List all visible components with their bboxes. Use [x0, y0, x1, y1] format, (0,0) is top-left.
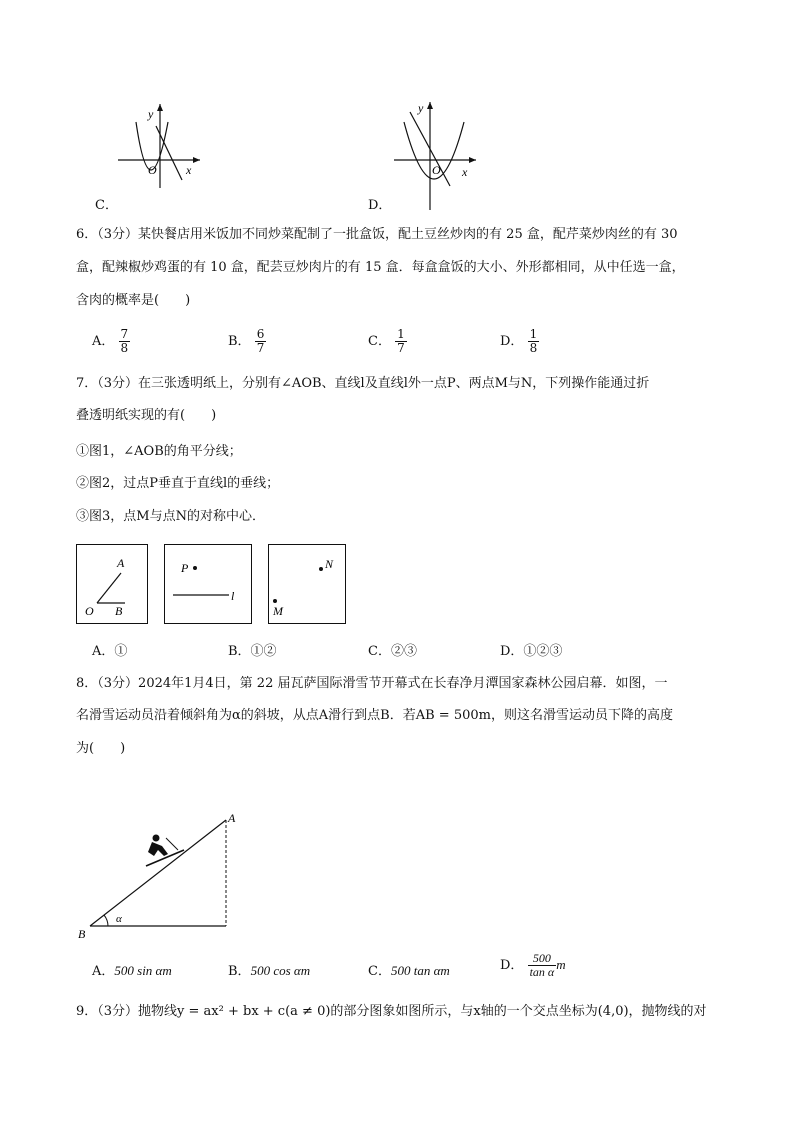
line-point-figure — [165, 545, 251, 623]
option-expression: 500 sin αm — [114, 963, 172, 978]
point-m-label: M — [273, 604, 283, 618]
question-8-line-2: 名滑雪运动员沿着倾斜角为α的斜坡，从点A滑行到点B．若AB = 500m，则这名滑雪运动员下降的高度 — [76, 708, 673, 723]
question-8-line-3: 为( ) — [76, 741, 126, 756]
figure-2-box — [164, 544, 252, 624]
option-label: C． — [368, 964, 391, 979]
x-axis-label: x — [462, 165, 468, 179]
question-7-option-b: B．①② — [228, 644, 277, 659]
question-7-line-2: 叠透明纸实现的有( ) — [76, 408, 217, 423]
figure-3-box — [268, 544, 346, 624]
option-fraction: $\frac{1}{7}$ — [397, 327, 405, 355]
option-expression: 500 tan αm — [390, 963, 450, 978]
question-7-item-2: ②图2，过点P垂直于直线l的垂线； — [76, 476, 280, 491]
parabola-graph-d — [380, 96, 500, 216]
point-n — [319, 567, 323, 571]
option-fraction: $\frac{1}{8}$ — [529, 327, 538, 355]
ski-slope-triangle — [74, 808, 254, 944]
point-a-label: A — [117, 556, 125, 570]
option-fraction: $\frac{7}{8}$ — [120, 327, 129, 355]
point-o-label: O — [85, 604, 94, 618]
option-fraction: $\frac{500}{\text{tan α}}$ — [529, 951, 555, 979]
point-n-label: N — [325, 557, 334, 571]
question-8-line-1: 8．（3分）2024年1月4日，第 22 届瓦萨国际滑雪节开幕式在长春净月潭国家森林公园启幕．如图，一 — [76, 676, 668, 691]
question-8-option-a — [92, 960, 172, 979]
y-axis-arrow — [427, 102, 433, 109]
point-a-label: A — [228, 811, 236, 825]
question-8-option-d — [500, 952, 566, 979]
question-7-line-1: 7．（3分）在三张透明纸上，分别有∠AOB、直线l及直线l外一点P、两点M与N，下列操作能通过折 — [76, 376, 650, 391]
option-label: D． — [500, 334, 524, 349]
slope-figure — [74, 808, 254, 948]
y-axis-label: y — [148, 107, 154, 121]
ray-oa — [97, 573, 121, 603]
question-6-option-d — [500, 328, 539, 355]
option-label: C． — [368, 334, 391, 349]
angle-arc — [104, 915, 108, 926]
origin-label: O — [148, 163, 157, 177]
option-label: D． — [500, 958, 524, 973]
line-l-label: l — [231, 589, 235, 603]
x-axis-arrow — [469, 157, 476, 163]
option-c-label: C． — [95, 198, 118, 213]
option-d-label: D． — [368, 198, 392, 213]
angle-alpha-label: α — [116, 913, 122, 925]
option-label: A． — [92, 964, 115, 979]
question-6-option-a — [92, 328, 130, 355]
option-label: B． — [228, 964, 251, 979]
point-m — [273, 599, 277, 603]
option-unit: m — [556, 957, 566, 972]
question-7-option-a: A．① — [92, 644, 128, 659]
y-axis-arrow — [157, 104, 163, 111]
option-fraction: $\frac{6}{7}$ — [256, 327, 265, 355]
skier-icon — [146, 835, 184, 867]
question-8-option-c — [368, 960, 450, 979]
question-9-line-1: 9．（3分）抛物线y = ax² + bx + c(a ≠ 0)的部分图象如图所示，与x轴的一个交点坐标为(4,0)，抛物线的对 — [76, 1004, 707, 1019]
figure-1-box — [76, 544, 148, 624]
option-expression: 500 cos αm — [250, 963, 311, 978]
two-points-figure — [269, 545, 345, 623]
question-7-item-3: ③图3，点M与点N的对称中心． — [76, 509, 265, 524]
point-b-label: B — [115, 604, 123, 618]
question-6-option-b — [228, 328, 266, 355]
origin-label: O — [432, 163, 441, 177]
point-b-label: B — [78, 927, 86, 941]
y-axis-label: y — [418, 101, 424, 115]
question-7-item-1: ①图1，∠AOB的角平分线； — [76, 444, 242, 459]
option-label: A． — [92, 334, 115, 349]
question-8-option-b — [228, 960, 310, 979]
point-p — [193, 566, 197, 570]
x-axis-label: x — [186, 163, 192, 177]
question-6-line-1: 6．（3分）某快餐店用米饭加不同炒菜配制了一批盒饭，配土豆丝炒肉的有 25 盒，配芹菜炒肉丝的有 30 — [76, 227, 678, 242]
question-6-line-3: 含肉的概率是( ) — [76, 293, 191, 308]
option-d-graph — [380, 96, 500, 220]
question-6-line-2: 盒，配辣椒炒鸡蛋的有 10 盒，配芸豆炒肉片的有 15 盒．每盒盒饭的大小、外形都相同，从中任选一盒， — [76, 260, 685, 275]
question-7-option-c: C．②③ — [368, 644, 417, 659]
question-7-option-d: D．①②③ — [500, 644, 563, 659]
x-axis-arrow — [193, 157, 200, 163]
option-label: B． — [228, 334, 251, 349]
question-6-option-c — [368, 328, 407, 355]
point-p-label: P — [181, 561, 189, 575]
angle-aob-figure — [77, 545, 147, 623]
